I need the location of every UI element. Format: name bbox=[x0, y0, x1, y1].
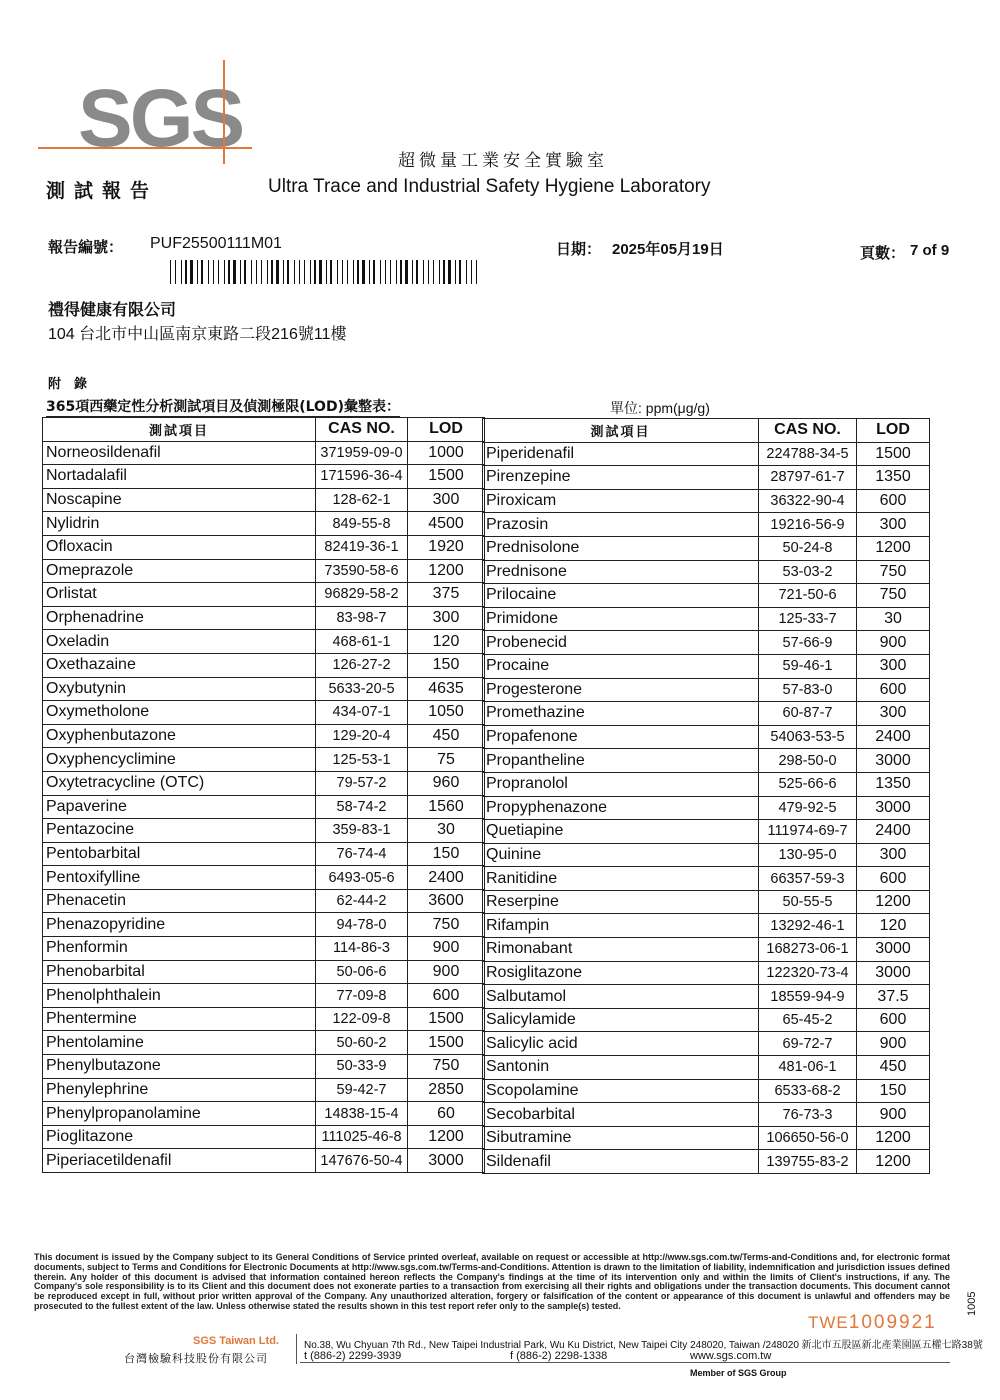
cas-number: 59-46-1 bbox=[759, 654, 857, 678]
lod-value: 450 bbox=[408, 724, 485, 748]
lod-value: 600 bbox=[408, 984, 485, 1008]
company-fax: f (886-2) 2298-1338 bbox=[510, 1350, 608, 1362]
table-row bbox=[43, 606, 485, 630]
table-row bbox=[483, 1032, 930, 1056]
compound-name: Noscapine bbox=[43, 488, 316, 512]
compound-name: Phenylephrine bbox=[43, 1078, 316, 1102]
cas-number: 224788-34-5 bbox=[759, 442, 857, 466]
lod-value: 3600 bbox=[408, 889, 485, 913]
lod-value: 1920 bbox=[408, 535, 485, 559]
cas-number: 66357-59-3 bbox=[759, 867, 857, 891]
lod-value: 300 bbox=[408, 488, 485, 512]
cas-number: 6533-68-2 bbox=[759, 1079, 857, 1103]
table-row bbox=[483, 513, 930, 537]
cas-number: 69-72-7 bbox=[759, 1032, 857, 1056]
cas-number: 94-78-0 bbox=[316, 913, 408, 937]
lod-value: 3000 bbox=[857, 938, 930, 962]
table-row bbox=[43, 1031, 485, 1055]
compound-name: Pentazocine bbox=[43, 819, 316, 843]
page-label: 頁數： bbox=[860, 245, 906, 262]
compound-name: Prednisone bbox=[483, 560, 759, 584]
table-row bbox=[43, 1125, 485, 1149]
cas-number: 28797-61-7 bbox=[759, 466, 857, 490]
cas-number: 114-86-3 bbox=[316, 937, 408, 961]
cas-number: 58-74-2 bbox=[316, 795, 408, 819]
lod-value: 1050 bbox=[408, 701, 485, 725]
company-name-cn: 台灣檢驗科技股份有限公司 bbox=[124, 1353, 268, 1365]
company-name-en: SGS Taiwan Ltd. bbox=[193, 1335, 279, 1347]
table-row bbox=[43, 465, 485, 489]
compound-name: Primidone bbox=[483, 607, 759, 631]
cas-number: 83-98-7 bbox=[316, 606, 408, 630]
table-row bbox=[43, 866, 485, 890]
company-phone: t (886-2) 2299-3939 bbox=[304, 1350, 402, 1362]
lod-value: 300 bbox=[408, 606, 485, 630]
table-row bbox=[483, 631, 930, 655]
table-row bbox=[43, 984, 485, 1008]
cas-number: 82419-36-1 bbox=[316, 535, 408, 559]
compound-name: Rimonabant bbox=[483, 938, 759, 962]
table-row bbox=[483, 867, 930, 891]
cas-number: 73590-58-6 bbox=[316, 559, 408, 583]
lod-value: 750 bbox=[857, 560, 930, 584]
lod-value: 2400 bbox=[857, 820, 930, 844]
compound-name: Progesterone bbox=[483, 678, 759, 702]
cas-number: 76-73-3 bbox=[759, 1103, 857, 1127]
compound-name: Phenacetin bbox=[43, 889, 316, 913]
cas-number: 50-60-2 bbox=[316, 1031, 408, 1055]
lod-value: 600 bbox=[857, 867, 930, 891]
cas-number: 371959-09-0 bbox=[316, 441, 408, 465]
member-of-sgs: Member of SGS Group bbox=[690, 1368, 787, 1378]
lod-value: 450 bbox=[857, 1056, 930, 1080]
cas-number: 128-62-1 bbox=[316, 488, 408, 512]
cas-number: 5633-20-5 bbox=[316, 677, 408, 701]
table-row bbox=[483, 1150, 930, 1174]
compound-name: Pentobarbital bbox=[43, 842, 316, 866]
compound-name: Phentermine bbox=[43, 1007, 316, 1031]
compound-name: Secobarbital bbox=[483, 1103, 759, 1127]
table-row bbox=[483, 678, 930, 702]
lod-value: 1500 bbox=[857, 442, 930, 466]
lod-value: 3000 bbox=[857, 961, 930, 985]
cas-number: 171596-36-4 bbox=[316, 465, 408, 489]
cas-number: 13292-46-1 bbox=[759, 914, 857, 938]
compound-name: Rosiglitazone bbox=[483, 961, 759, 985]
lod-value: 30 bbox=[857, 607, 930, 631]
cas-number: 525-66-6 bbox=[759, 772, 857, 796]
lod-value: 1500 bbox=[408, 465, 485, 489]
compound-name: Sildenafil bbox=[483, 1150, 759, 1174]
table-row bbox=[483, 961, 930, 985]
lab-name-cn: 超微量工業安全實驗室 bbox=[398, 151, 608, 171]
table-row bbox=[483, 890, 930, 914]
compound-name: Propafenone bbox=[483, 725, 759, 749]
lab-name-en: Ultra Trace and Industrial Safety Hygiene Laboratory bbox=[268, 176, 711, 197]
lod-value: 1560 bbox=[408, 795, 485, 819]
compound-name: Piperidenafil bbox=[483, 442, 759, 466]
table-row bbox=[483, 607, 930, 631]
table-row bbox=[483, 914, 930, 938]
footer-divider bbox=[296, 1334, 297, 1364]
compound-name: Santonin bbox=[483, 1056, 759, 1080]
compound-name: Nortadalafil bbox=[43, 465, 316, 489]
table-row bbox=[483, 489, 930, 513]
lod-value: 120 bbox=[857, 914, 930, 938]
table-row bbox=[483, 749, 930, 773]
cas-number: 122-09-8 bbox=[316, 1007, 408, 1031]
lod-value: 900 bbox=[408, 960, 485, 984]
table-row bbox=[43, 488, 485, 512]
table-row bbox=[483, 584, 930, 608]
company-address: No.38, Wu Chyuan 7th Rd., New Taipei Industrial Park, Wu Ku District, New Taipei City 248020, Taiwan /248020 新北市五股區新北產業園區五權七路38號 bbox=[304, 1340, 983, 1351]
compound-name: Propantheline bbox=[483, 749, 759, 773]
cas-number: 125-53-1 bbox=[316, 748, 408, 772]
table-row bbox=[43, 512, 485, 536]
document-title: 測試報告 bbox=[46, 180, 159, 202]
header-test-item: 測試項目 bbox=[483, 419, 759, 443]
lod-value: 1000 bbox=[408, 441, 485, 465]
cas-number: 57-83-0 bbox=[759, 678, 857, 702]
table-row bbox=[43, 1102, 485, 1126]
cas-number: 125-33-7 bbox=[759, 607, 857, 631]
cas-number: 65-45-2 bbox=[759, 1008, 857, 1032]
lod-value: 900 bbox=[408, 937, 485, 961]
lod-value: 150 bbox=[408, 653, 485, 677]
cas-number: 721-50-6 bbox=[759, 584, 857, 608]
cas-number: 139755-83-2 bbox=[759, 1150, 857, 1174]
lod-value: 150 bbox=[857, 1079, 930, 1103]
compound-name: Salicylamide bbox=[483, 1008, 759, 1032]
cas-number: 77-09-8 bbox=[316, 984, 408, 1008]
cas-number: 76-74-4 bbox=[316, 842, 408, 866]
client-name: 禮得健康有限公司 bbox=[48, 302, 177, 319]
table-row bbox=[483, 985, 930, 1009]
table-row bbox=[43, 701, 485, 725]
compound-name: Pioglitazone bbox=[43, 1125, 316, 1149]
table-row bbox=[43, 819, 485, 843]
report-barcode bbox=[170, 260, 480, 284]
compound-name: Nylidrin bbox=[43, 512, 316, 536]
cas-number: 96829-58-2 bbox=[316, 583, 408, 607]
lod-value: 600 bbox=[857, 678, 930, 702]
report-number-label: 報告編號： bbox=[48, 239, 124, 256]
cas-number: 36322-90-4 bbox=[759, 489, 857, 513]
compound-name: Pentoxifylline bbox=[43, 866, 316, 890]
table-row bbox=[483, 654, 930, 678]
compound-name: Orlistat bbox=[43, 583, 316, 607]
lod-value: 3000 bbox=[857, 796, 930, 820]
table-row bbox=[43, 535, 485, 559]
table-row bbox=[43, 441, 485, 465]
compound-name: Pirenzepine bbox=[483, 466, 759, 490]
table-row bbox=[483, 536, 930, 560]
table-row bbox=[43, 842, 485, 866]
compound-name: Sibutramine bbox=[483, 1126, 759, 1150]
table-row bbox=[43, 937, 485, 961]
lod-value: 3000 bbox=[408, 1149, 485, 1173]
lod-value: 750 bbox=[408, 1055, 485, 1079]
lod-value: 1200 bbox=[857, 890, 930, 914]
table-row bbox=[43, 1078, 485, 1102]
lod-value: 2850 bbox=[408, 1078, 485, 1102]
compound-name: Prednisolone bbox=[483, 536, 759, 560]
lod-value: 300 bbox=[857, 702, 930, 726]
compound-name: Quetiapine bbox=[483, 820, 759, 844]
serial-prefix: TWE bbox=[808, 1313, 849, 1332]
compound-name: Phenobarbital bbox=[43, 960, 316, 984]
compound-name: Ofloxacin bbox=[43, 535, 316, 559]
table-row bbox=[483, 772, 930, 796]
lod-value: 960 bbox=[408, 771, 485, 795]
cas-number: 14838-15-4 bbox=[316, 1102, 408, 1126]
compound-name: Oxytetracycline (OTC) bbox=[43, 771, 316, 795]
compound-name: Rifampin bbox=[483, 914, 759, 938]
header-test-item: 測試項目 bbox=[43, 418, 316, 442]
table-row bbox=[43, 889, 485, 913]
compound-name: Salbutamol bbox=[483, 985, 759, 1009]
cas-number: 18559-94-9 bbox=[759, 985, 857, 1009]
compound-name: Phenformin bbox=[43, 937, 316, 961]
footer-rule bbox=[300, 1362, 950, 1363]
table-row bbox=[43, 771, 485, 795]
cas-number: 57-66-9 bbox=[759, 631, 857, 655]
lod-value: 120 bbox=[408, 630, 485, 654]
compound-name: Orphenadrine bbox=[43, 606, 316, 630]
table-row bbox=[483, 1056, 930, 1080]
lod-value: 60 bbox=[408, 1102, 485, 1126]
company-website: www.sgs.com.tw bbox=[690, 1350, 772, 1362]
header-cas-no: CAS NO. bbox=[759, 419, 857, 443]
compound-name: Phenazopyridine bbox=[43, 913, 316, 937]
lod-value: 1200 bbox=[857, 536, 930, 560]
cas-number: 79-57-2 bbox=[316, 771, 408, 795]
lod-table-left bbox=[42, 417, 485, 1173]
lod-value: 300 bbox=[857, 654, 930, 678]
table-row bbox=[43, 653, 485, 677]
lod-value: 37.5 bbox=[857, 985, 930, 1009]
compound-name: Oxybutynin bbox=[43, 677, 316, 701]
compound-name: Procaine bbox=[483, 654, 759, 678]
cas-number: 111025-46-8 bbox=[316, 1125, 408, 1149]
cas-number: 168273-06-1 bbox=[759, 938, 857, 962]
lod-value: 30 bbox=[408, 819, 485, 843]
compound-name: Omeprazole bbox=[43, 559, 316, 583]
lod-value: 600 bbox=[857, 489, 930, 513]
table-row bbox=[483, 1126, 930, 1150]
cas-number: 147676-50-4 bbox=[316, 1149, 408, 1173]
table-row bbox=[43, 748, 485, 772]
header-lod: LOD bbox=[408, 418, 485, 442]
lod-value: 1200 bbox=[857, 1126, 930, 1150]
compound-name: Propyphenazone bbox=[483, 796, 759, 820]
header-cas-no: CAS NO. bbox=[316, 418, 408, 442]
table-row bbox=[483, 843, 930, 867]
table-row bbox=[43, 559, 485, 583]
page-number: 7 of 9 bbox=[910, 242, 950, 259]
lod-value: 300 bbox=[857, 513, 930, 537]
report-date: 2025年05月19日 bbox=[612, 241, 724, 258]
serial-number bbox=[808, 1312, 937, 1334]
lod-value: 900 bbox=[857, 1103, 930, 1127]
compound-name: Oxethazaine bbox=[43, 653, 316, 677]
lod-value: 4635 bbox=[408, 677, 485, 701]
lod-value: 75 bbox=[408, 748, 485, 772]
cas-number: 106650-56-0 bbox=[759, 1126, 857, 1150]
lod-value: 4500 bbox=[408, 512, 485, 536]
lod-value: 600 bbox=[857, 1008, 930, 1032]
table-row bbox=[483, 796, 930, 820]
cas-number: 130-95-0 bbox=[759, 843, 857, 867]
lod-value: 750 bbox=[857, 584, 930, 608]
compound-name: Prazosin bbox=[483, 513, 759, 537]
compound-name: Propranolol bbox=[483, 772, 759, 796]
lod-value: 1200 bbox=[408, 1125, 485, 1149]
cas-number: 53-03-2 bbox=[759, 560, 857, 584]
compound-name: Reserpine bbox=[483, 890, 759, 914]
compound-name: Phenylbutazone bbox=[43, 1055, 316, 1079]
compound-name: Phenylpropanolamine bbox=[43, 1102, 316, 1126]
table-row bbox=[483, 702, 930, 726]
compound-name: Probenecid bbox=[483, 631, 759, 655]
table-row bbox=[43, 1149, 485, 1173]
cas-number: 122320-73-4 bbox=[759, 961, 857, 985]
lod-value: 1200 bbox=[857, 1150, 930, 1174]
compound-name: Norneosildenafil bbox=[43, 441, 316, 465]
table-row bbox=[483, 1103, 930, 1127]
cas-number: 111974-69-7 bbox=[759, 820, 857, 844]
cas-number: 59-42-7 bbox=[316, 1078, 408, 1102]
table-row bbox=[483, 938, 930, 962]
cas-number: 479-92-5 bbox=[759, 796, 857, 820]
serial-digits: 1009921 bbox=[848, 1312, 937, 1333]
header-lod: LOD bbox=[857, 419, 930, 443]
cas-number: 6493-05-6 bbox=[316, 866, 408, 890]
table-row bbox=[483, 466, 930, 490]
cas-number: 849-55-8 bbox=[316, 512, 408, 536]
lod-table-right bbox=[482, 418, 930, 1174]
sgs-logo bbox=[38, 60, 258, 170]
cas-number: 60-87-7 bbox=[759, 702, 857, 726]
compound-name: Phenolphthalein bbox=[43, 984, 316, 1008]
table-row bbox=[43, 913, 485, 937]
legal-disclaimer: This document is issued by the Company subject to its General Conditions of Service printed overleaf, available on request or accessible at http://www.sgs.com.tw/Terms-and-Conditions and, for electronic format documents, subject to Terms and Conditions for Electronic Documents at http://www.sgs.com.tw/Terms-and-Conditions. Attention is drawn to the limitation of liability, indemnification and jurisdiction issues defined therein. Any holder of this document is advised that information contained hereon reflects the Company's findings at the time of its intervention only and within the limits of Client's instructions, if any. The Company's sole responsibility is to its Client and this document does not exonerate parties to a transaction from exercising all their rights and obligations under the transaction documents. This document cannot be reproduced except in full, without prior written approval of the Company. Any unauthorized alteration, forgery or falsification of the content or appearance of this document is unlawful and offenders may be prosecuted to the fullest extent of the law. Unless otherwise stated the results shown in this test report refer only to the sample(s) tested. bbox=[34, 1252, 950, 1311]
table-row bbox=[483, 820, 930, 844]
lod-value: 1200 bbox=[408, 559, 485, 583]
table-row bbox=[43, 630, 485, 654]
compound-name: Oxeladin bbox=[43, 630, 316, 654]
cas-number: 62-44-2 bbox=[316, 889, 408, 913]
lod-value: 1350 bbox=[857, 466, 930, 490]
unit-label: 單位: ppm(μg/g) bbox=[610, 400, 710, 416]
lod-value: 1500 bbox=[408, 1031, 485, 1055]
cas-number: 19216-56-9 bbox=[759, 513, 857, 537]
cas-number: 129-20-4 bbox=[316, 724, 408, 748]
client-address: 104 台北市中山區南京東路二段216號11樓 bbox=[48, 326, 347, 343]
table-row bbox=[43, 724, 485, 748]
compound-name: Prilocaine bbox=[483, 584, 759, 608]
cas-number: 126-27-2 bbox=[316, 653, 408, 677]
cas-number: 54063-53-5 bbox=[759, 725, 857, 749]
lod-value: 3000 bbox=[857, 749, 930, 773]
cas-number: 50-33-9 bbox=[316, 1055, 408, 1079]
compound-name: Piroxicam bbox=[483, 489, 759, 513]
table-row bbox=[483, 442, 930, 466]
cas-number: 434-07-1 bbox=[316, 701, 408, 725]
side-number: 1005 bbox=[966, 1291, 978, 1316]
compound-name: Promethazine bbox=[483, 702, 759, 726]
cas-number: 359-83-1 bbox=[316, 819, 408, 843]
compound-name: Salicylic acid bbox=[483, 1032, 759, 1056]
compound-name: Oxymetholone bbox=[43, 701, 316, 725]
table-row bbox=[43, 1055, 485, 1079]
compound-name: Ranitidine bbox=[483, 867, 759, 891]
compound-name: Papaverine bbox=[43, 795, 316, 819]
lod-value: 375 bbox=[408, 583, 485, 607]
table-row bbox=[483, 1008, 930, 1032]
sgs-logo-text: SGS bbox=[78, 73, 243, 164]
appendix-label: 附 錄 bbox=[48, 376, 88, 391]
compound-name: Scopolamine bbox=[483, 1079, 759, 1103]
lod-value: 1350 bbox=[857, 772, 930, 796]
lod-value: 150 bbox=[408, 842, 485, 866]
cas-number: 50-24-8 bbox=[759, 536, 857, 560]
lod-value: 900 bbox=[857, 631, 930, 655]
cas-number: 481-06-1 bbox=[759, 1056, 857, 1080]
report-number: PUF25500111M01 bbox=[150, 235, 282, 252]
table-row bbox=[43, 677, 485, 701]
lod-value: 1500 bbox=[408, 1007, 485, 1031]
table-row bbox=[43, 960, 485, 984]
cas-number: 50-55-5 bbox=[759, 890, 857, 914]
appendix-title: 365項西藥定性分析測試項目及偵測極限(LOD)彙整表： bbox=[46, 396, 400, 417]
compound-name: Oxyphenbutazone bbox=[43, 724, 316, 748]
compound-name: Phentolamine bbox=[43, 1031, 316, 1055]
lod-value: 2400 bbox=[857, 725, 930, 749]
cas-number: 50-06-6 bbox=[316, 960, 408, 984]
table-row bbox=[43, 795, 485, 819]
table-row bbox=[43, 1007, 485, 1031]
lod-value: 2400 bbox=[408, 866, 485, 890]
cas-number: 468-61-1 bbox=[316, 630, 408, 654]
compound-name: Oxyphencyclimine bbox=[43, 748, 316, 772]
lod-value: 300 bbox=[857, 843, 930, 867]
cas-number: 298-50-0 bbox=[759, 749, 857, 773]
compound-name: Quinine bbox=[483, 843, 759, 867]
table-row bbox=[43, 583, 485, 607]
date-label: 日期： bbox=[556, 241, 602, 258]
lod-value: 900 bbox=[857, 1032, 930, 1056]
table-row bbox=[483, 1079, 930, 1103]
lod-value: 750 bbox=[408, 913, 485, 937]
table-row bbox=[483, 725, 930, 749]
table-row bbox=[483, 560, 930, 584]
compound-name: Piperiacetildenafil bbox=[43, 1149, 316, 1173]
